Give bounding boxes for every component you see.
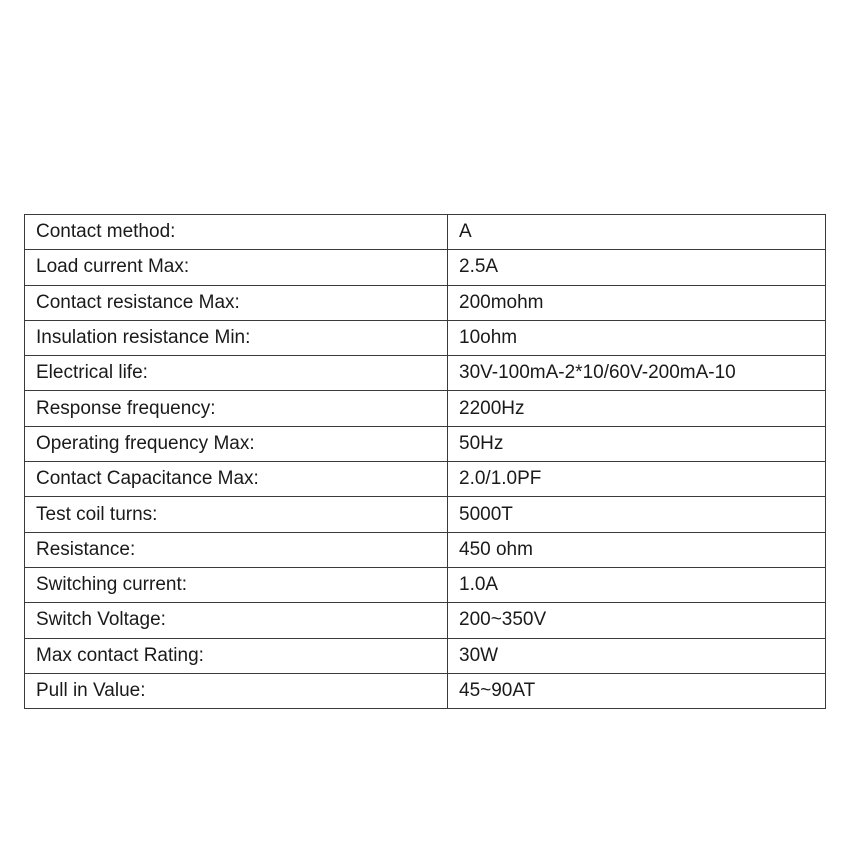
param-label: Insulation resistance Min: bbox=[25, 320, 448, 355]
param-label: Contact Capacitance Max: bbox=[25, 462, 448, 497]
table-row bbox=[25, 673, 826, 708]
table-row bbox=[25, 497, 826, 532]
table-row bbox=[25, 320, 826, 355]
param-value: A bbox=[448, 215, 826, 250]
spec-table bbox=[24, 214, 826, 709]
table-row bbox=[25, 462, 826, 497]
param-value: 200~350V bbox=[448, 603, 826, 638]
param-label: Operating frequency Max: bbox=[25, 426, 448, 461]
param-label: Electrical life: bbox=[25, 356, 448, 391]
spec-table-body bbox=[25, 215, 826, 709]
param-label: Max contact Rating: bbox=[25, 638, 448, 673]
table-row bbox=[25, 215, 826, 250]
param-label: Test coil turns: bbox=[25, 497, 448, 532]
table-row bbox=[25, 285, 826, 320]
table-row bbox=[25, 603, 826, 638]
param-label: Contact resistance Max: bbox=[25, 285, 448, 320]
param-value: 200mohm bbox=[448, 285, 826, 320]
table-row bbox=[25, 567, 826, 602]
table-row bbox=[25, 391, 826, 426]
param-label: Switch Voltage: bbox=[25, 603, 448, 638]
param-label: Response frequency: bbox=[25, 391, 448, 426]
param-value: 1.0A bbox=[448, 567, 826, 602]
table-row bbox=[25, 250, 826, 285]
param-label: Resistance: bbox=[25, 532, 448, 567]
param-value: 2.5A bbox=[448, 250, 826, 285]
param-value: 450 ohm bbox=[448, 532, 826, 567]
table-row bbox=[25, 638, 826, 673]
param-label: Contact method: bbox=[25, 215, 448, 250]
param-label: Load current Max: bbox=[25, 250, 448, 285]
param-value: 30V-100mA-2*10/60V-200mA-10 bbox=[448, 356, 826, 391]
param-value: 30W bbox=[448, 638, 826, 673]
table-row bbox=[25, 426, 826, 461]
table-row bbox=[25, 356, 826, 391]
param-value: 50Hz bbox=[448, 426, 826, 461]
param-value: 2.0/1.0PF bbox=[448, 462, 826, 497]
param-value: 45~90AT bbox=[448, 673, 826, 708]
param-label: Pull in Value: bbox=[25, 673, 448, 708]
param-value: 2200Hz bbox=[448, 391, 826, 426]
param-label: Switching current: bbox=[25, 567, 448, 602]
param-value: 5000T bbox=[448, 497, 826, 532]
param-value: 10ohm bbox=[448, 320, 826, 355]
table-row bbox=[25, 532, 826, 567]
